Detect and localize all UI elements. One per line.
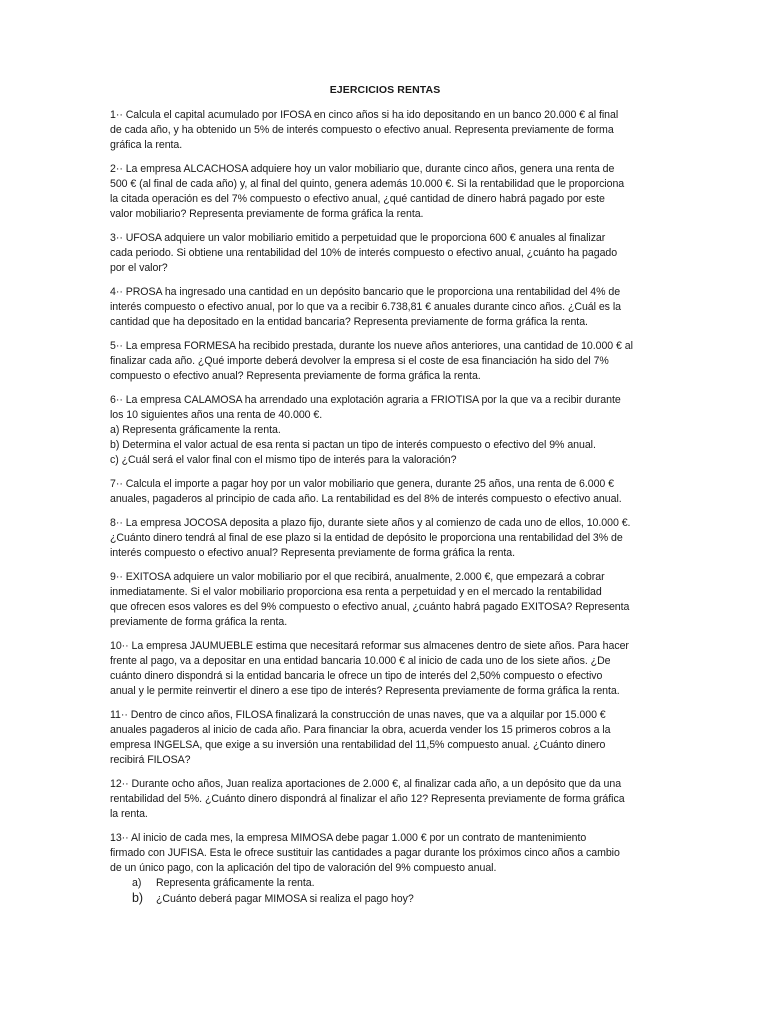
exercise-line: interés compuesto o efectivo anual, por lo que va a recibir 6.738,81 € anuales durante cinco años. ¿Cuál es la — [110, 301, 621, 313]
exercise-line: anual y le permite reinvertir el dinero a ese tipo de interés? Representa previamente de forma gráfica la renta. — [110, 685, 620, 697]
exercise-8 — [110, 516, 660, 561]
exercise-line: cantidad que ha depositado en la entidad bancaria? Representa previamente de forma gráfica la renta. — [110, 316, 588, 328]
exercise-line: rentabilidad del 5%. ¿Cuánto dinero dispondrá al finalizar el año 12? Representa previamente de forma gráfica — [110, 793, 625, 805]
exercise-subitem — [110, 876, 660, 891]
exercise-line: inmediatamente. Si el valor mobiliario proporciona esa renta a perpetuidad y en el mercado la rentabilidad — [110, 586, 602, 598]
exercise-subitem — [110, 891, 660, 907]
exercise-2 — [110, 162, 660, 222]
exercise-line: 4·· PROSA ha ingresado una cantidad en un depósito bancario que le proporciona una rentabilidad del 4% de — [110, 286, 621, 298]
subitem-marker: b) — [132, 891, 144, 905]
exercise-line: 8·· La empresa JOCOSA deposita a plazo fijo, durante siete años y al comienzo de cada uno de ellos, 10.000 €. — [110, 517, 631, 529]
document-title: EJERCICIOS RENTAS — [329, 84, 441, 96]
exercise-line: ¿Cuánto dinero tendrá al final de ese plazo si la entidad de depósito le proporciona una rentabilidad del 3% de — [110, 532, 623, 544]
exercise-line: 1·· Calcula el capital acumulado por IFOSA en cinco años si ha ido depositando en un banco 20.000 € al final — [110, 109, 619, 121]
exercise-line: cada periodo. Si obtiene una rentabilidad del 10% de interés compuesto o efectivo anual, ¿cuánto ha pagado — [110, 247, 618, 259]
exercise-line: los 10 siguientes años una renta de 40.000 €. — [110, 409, 323, 421]
exercise-line: valor mobiliario? Representa previamente de forma gráfica la renta. — [110, 208, 424, 220]
exercise-line: de cada año, y ha obtenido un 5% de interés compuesto o efectivo anual. Representa previamente de forma — [110, 124, 614, 136]
exercise-line: 11·· Dentro de cinco años, FILOSA finalizará la construcción de unas naves, que va a alquilar por 15.000 € — [110, 709, 606, 721]
exercise-line: frente al pago, va a depositar en una entidad bancaria 10.000 € al inicio de cada uno de los siete años. ¿De — [110, 655, 611, 667]
exercise-10 — [110, 639, 660, 699]
exercise-line: gráfica la renta. — [110, 139, 183, 151]
exercise-line: recibirá FILOSA? — [110, 754, 191, 766]
exercise-line: de un único pago, con la aplicación del tipo de valoración del 9% compuesto anual. — [110, 862, 497, 874]
exercise-1 — [110, 108, 660, 153]
exercise-line: previamente de forma gráfica la renta. — [110, 616, 288, 628]
exercise-9 — [110, 570, 660, 630]
exercise-6 — [110, 393, 660, 468]
exercise-3 — [110, 231, 660, 276]
subitem-text: Representa gráficamente la renta. — [156, 877, 315, 889]
exercise-line: 9·· EXITOSA adquiere un valor mobiliario por el que recibirá, anualmente, 2.000 €, que empezará a cobrar — [110, 571, 605, 583]
exercise-line: b) Determina el valor actual de esa renta si pactan un tipo de interés compuesto o efectivo del 9% anual. — [110, 439, 596, 451]
exercise-line: que ofrecen esos valores es del 9% compuesto o efectivo anual, ¿cuánto habrá pagado EXITOSA? Representa — [110, 601, 630, 613]
exercise-line: 13·· Al inicio de cada mes, la empresa MIMOSA debe pagar 1.000 € por un contrato de mantenimiento — [110, 832, 587, 844]
exercise-line: empresa INGELSA, que exige a su inversión una rentabilidad del 11,5% compuesto anual. ¿Cuánto dinero — [110, 739, 606, 751]
exercise-line: cuánto dinero dispondrá si la entidad bancaria le ofrece un tipo de interés del 2,50% compuesto o efectivo — [110, 670, 603, 682]
exercise-line: compuesto o efectivo anual? Representa previamente de forma gráfica la renta. — [110, 370, 481, 382]
exercise-7 — [110, 477, 660, 507]
exercise-line: 12·· Durante ocho años, Juan realiza aportaciones de 2.000 €, al finalizar cada año, a un depósito que da una — [110, 778, 622, 790]
exercise-5 — [110, 339, 660, 384]
exercise-12 — [110, 777, 660, 822]
exercise-line: firmado con JUFISA. Esta le ofrece sustituir las cantidades a pagar durante los próximos cinco años a cambio — [110, 847, 620, 859]
exercise-line: la citada operación es del 7% compuesto o efectivo anual, ¿qué cantidad de dinero habrá pagado por este — [110, 193, 605, 205]
exercise-line: 6·· La empresa CALAMOSA ha arrendado una explotación agraria a FRIOTISA por la que va a recibir durante — [110, 394, 621, 406]
exercise-line: 10·· La empresa JAUMUEBLE estima que necesitará reformar sus almacenes dentro de siete años. Para hacer — [110, 640, 629, 652]
exercise-line: finalizar cada año. ¿Qué importe deberá devolver la empresa si el coste de esa financiación ha sido del 7% — [110, 355, 609, 367]
exercise-line: la renta. — [110, 808, 148, 820]
exercise-line: 2·· La empresa ALCACHOSA adquiere hoy un valor mobiliario que, durante cinco años, genera una renta de — [110, 163, 615, 175]
exercise-line: interés compuesto o efectivo anual? Representa previamente de forma gráfica la renta. — [110, 547, 516, 559]
subitem-marker: a) — [132, 877, 142, 889]
exercise-line: por el valor? — [110, 262, 168, 274]
exercise-line: a) Representa gráficamente la renta. — [110, 424, 281, 436]
exercise-line: anuales pagaderos al inicio de cada año. Para financiar la obra, acuerda vender los 15 primeros cobros a la — [110, 724, 611, 736]
exercise-11 — [110, 708, 660, 768]
exercise-list — [110, 108, 660, 907]
exercise-line: c) ¿Cuál será el valor final con el mismo tipo de interés para la valoración? — [110, 454, 457, 466]
exercise-line: 500 € (al final de cada año) y, al final del quinto, genera además 10.000 €. Si la rentabilidad que le proporciona — [110, 178, 625, 190]
exercise-line: anuales, pagaderos al principio de cada año. La rentabilidad es del 8% de interés compuesto o efectivo anual. — [110, 493, 622, 505]
exercise-4 — [110, 285, 660, 330]
exercise-line: 3·· UFOSA adquiere un valor mobiliario emitido a perpetuidad que le proporciona 600 € anuales al finalizar — [110, 232, 606, 244]
exercise-13 — [110, 831, 660, 907]
exercise-line: 5·· La empresa FORMESA ha recibido prestada, durante los nueve años anteriores, una cantidad de 10.000 € al — [110, 340, 633, 352]
subitem-text: ¿Cuánto deberá pagar MIMOSA si realiza el pago hoy? — [156, 893, 414, 905]
exercise-line: 7·· Calcula el importe a pagar hoy por un valor mobiliario que genera, durante 25 años, una renta de 6.000 € — [110, 478, 615, 490]
